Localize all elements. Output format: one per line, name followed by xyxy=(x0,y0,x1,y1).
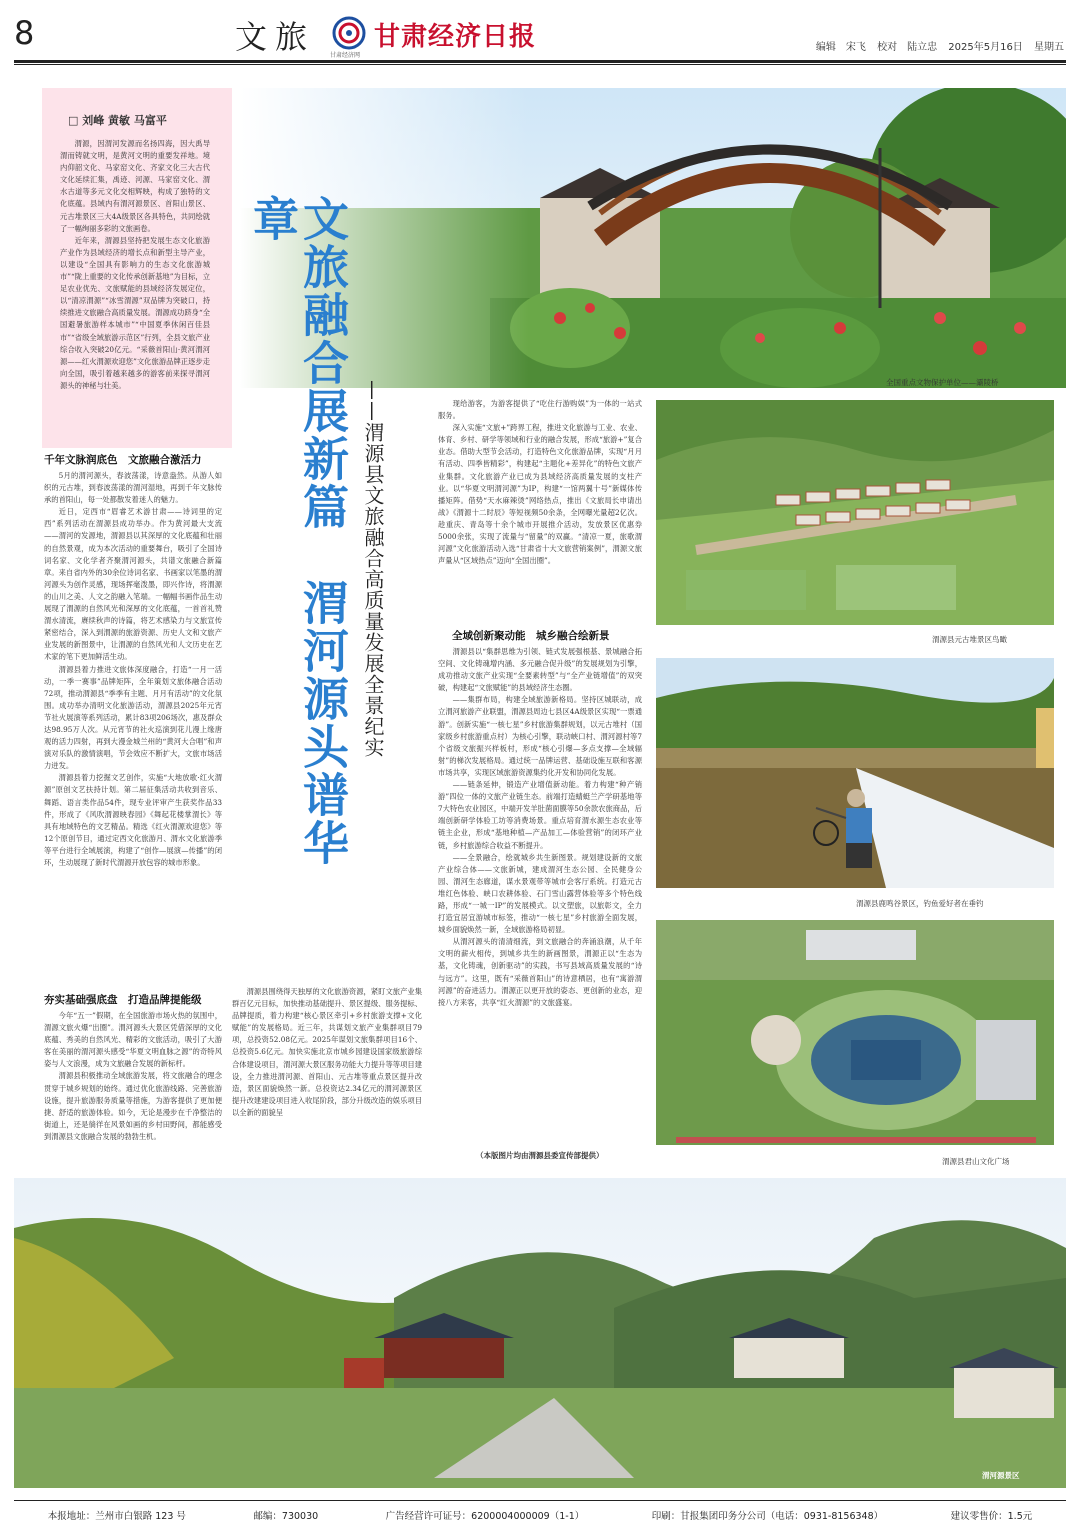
newspaper-logo-icon xyxy=(332,16,366,50)
panorama-illustration xyxy=(14,1178,1066,1488)
paragraph: 渭源县积极推动全域旅游发展，将文旅融合的理念贯穿于城乡规划的始终。通过优化旅游线路、完善旅游设施，提升旅游服务质量等措施，为游客提供了更加便捷、舒适的旅游体验。如今，无论是漫步在千净整洁的街道上，还是徜徉在风景如画的乡村田野间，都能感受到渭源县文旅融合发展的勃勃生机。 xyxy=(44,1071,222,1141)
header-rule xyxy=(14,60,1066,63)
header-rule-thin xyxy=(14,64,1066,65)
footer-rule xyxy=(14,1500,1066,1501)
logo-subtitle: 甘肃经济网 xyxy=(330,52,361,59)
plaza-caption: 渭源县君山文化广场 xyxy=(942,1157,1010,1166)
bridge-illustration xyxy=(240,88,1066,388)
section-title-1: 千年文脉润底色 文旅融合激活力 xyxy=(44,454,202,466)
paragraph: 从渭河源头的清清细流，到文旅融合的奔涌浪潮，从千年文明的薪火相传，到城乡共生的新画图景，渭源正以“生态为基，文化铸魂，创新驱动”的实践，书写县域高质量发展的“诗与远方”。这里，既有“采薇首阳山”的诗意栖居，也有“寓游渭河源”的奋进活力。渭源正以更开放的姿态、更创新的业态，迎接八方来客，共享“红火渭源”的文旅盛宴。 xyxy=(438,937,642,1007)
subheadline: ——渭源县文旅融合高质量发展全景纪实 xyxy=(361,380,385,758)
bridge-photo xyxy=(240,88,1066,388)
section-2-body-left xyxy=(44,1010,222,1170)
plaza-illustration xyxy=(656,920,1054,1145)
plaza-photo xyxy=(656,920,1054,1145)
footer-printer: 印刷：甘报集团印务分公司（电话：0931-8156348） xyxy=(651,1511,884,1522)
paragraph: 渭源县着力挖掘文艺创作，实施“大地放歌·红火渭源”原创文艺扶持计划。第二届征集活动共收到音乐、舞蹈、语言类作品54件，现专业评审产生获奖作品33件，形成了《风吹渭源映春园》《舞起花楼掌渭长》等具有地域特色的文艺精品。精选《红火渭源欢迎您》等12个原创节目，通过定西文化旅游月、渭水文化旅游季等平台进行全域展演，构建了“创作—展演—传播”的闭环，生动展现了新时代渭源开放包容的城市形象。 xyxy=(44,773,222,867)
newspaper-name: 甘肃经济日报 xyxy=(374,22,537,52)
intro-paragraph: 渭源，因渭河发源而名扬四海，因大禹导渭而铸就文明，是黄河文明的重要发祥地。境内仰韶文化、马家窑文化、齐家文化三大古代文化延续汇集，禹迹、河源、马家窑文化、渭水古道等多元文化交相辉映，构成了独特的文化底蕴。县域内有渭河源景区、首阳山景区、元古堆景区三大4A级景区各具特色，共同绘就了一幅绚丽多彩的文旅画卷。 xyxy=(60,139,210,233)
proofreader: 校对 陆立忠 xyxy=(877,42,938,53)
header-info xyxy=(808,38,1064,53)
village-photo xyxy=(656,400,1054,625)
panorama-photo xyxy=(14,1178,1066,1488)
byline: □ 刘峰 黄敏 马富平 xyxy=(68,114,167,127)
intro-text xyxy=(60,138,210,392)
lake-illustration xyxy=(656,658,1054,888)
section-title: 文旅 xyxy=(235,18,316,56)
village-illustration xyxy=(656,400,1054,625)
paragraph: 深入实施“文旅+”跨界工程，推进文化旅游与工业、农业、体育、乡村、研学等领域和行业的融合发展，形成“旅游+”复合业态。借助大型节会活动，打造特色文化旅游品牌，实现“月月有活动、四季皆精彩”，构建起“主题化+差异化”的特色文旅产业集群。文化旅游产业已成为县域经济高质量发展的支柱产业。以“华夏文明渭河源”为IP，构建“一馆两翼十号”新媒体传播矩阵。借势“天水麻辣烫”网络热点，推出《文旅局长申请出战》《渭源十二时辰》等短视频50余条，全网曝光量超2亿次。趁重庆、青岛等十余个城市开展推介活动，发放景区优惠券5000余张，实现了流量与“留量”的双赢。“清凉一夏，旅歌渭河源”文化旅游活动入选“甘肃省十大文旅营销案例”，渭源文旅声量从“区域热点”迈向“全国出圈”。 xyxy=(438,423,642,566)
paragraph: ——集群布局，构建全域旅游新格局。坚持区城联动，成立渭河旅游产业联盟，渭源县周边七县区4A级景区实现“一票通游”。创新实施“一核七星”乡村旅游集群规划，以元古堆村（国家级乡村旅游重点村）为核心引擎，联动峡口村、渭河源村等7个省级文旅振兴样板村，形成“核心引爆—多点支撑—全域辐射”的梯次发展格局。通过统一品牌运营、基础设施互联和客源市场共享，实现区域旅游资源集约化开发和协同化发展。 xyxy=(438,695,642,777)
footer-license: 广告经营许可证号：6200004000009（1-1） xyxy=(385,1511,585,1522)
section-3-body-top xyxy=(438,398,642,622)
paragraph: 现给游客，为游客提供了“吃住行游购娱”为一体的一站式服务。 xyxy=(438,399,642,421)
paragraph: 近日，定西市“眉睿艺术游甘肃——诗词里的定西”系列活动在渭源县成功举办。作为黄河最大支流——渭河的发源地，渭源县以其深厚的文化底蕴和壮丽的自然景观，成为本次活动的重要舞台，吸引了全国诗词名家、文化学者齐聚渭河源头，共谱文旅融合新篇章。来自省内外的30余位诗词名家、书画家以笔墨的渭河源头为创作灵感，现场挥毫泼墨，即兴作诗，将渭源的山川之美、人文之韵融入笔端。一幅幅书画作品生动展现了渭源的自然风光和深厚的文化底蕴，一首首礼赞渭水清流，赓续秋声的诗篇，将艺术感染力与文旅宣传紧密结合，深入到渭源的旅游资源、历史人文和文旅产业发展的新图景中，让渭源的自然风光和人文历史在艺术家的笔下更加鲜活生动。 xyxy=(44,507,222,662)
intro-paragraph: 近年来，渭源县坚持把发展生态文化旅游产业作为县域经济的增长点和新型主导产业，以建设“全国具有影响力的生态文化旅游城市”“陇上重要的文化传承创新基地”为目标，立足农业优先、文旅赋能的县域经济发展定位，以“清凉渭源”“冰雪渭源”双品牌为突破口，持续推进文旅融合高质量发展。渭源成功跻身“全国避暑旅游样本城市”“中国夏季休闲百佳县市”“省级全域旅游示范区”行列，全县文旅产业综合收入突破20亿元。“采薇首阳山·黄河渭河源——红火渭源欢迎您”文化旅游品牌正逐步走向全国，吸引着越来越多的游客前来探寻渭河源头的神秘与壮美。 xyxy=(60,235,210,390)
lake-photo xyxy=(656,658,1054,888)
section-title-3: 全域创新聚动能 城乡融合绘新景 xyxy=(452,630,610,642)
paragraph: 今年“五一”假期，在全国旅游市场火热的氛围中，渭源文旅火爆“出圈”。渭河源头大景区凭借深厚的文化底蕴、秀美的自然风光、精彩的文旅活动，吸引了大游客在美丽的渭河源头感受“华夏文明血脉之源”的奇特风姿与人文浪漫，成为文旅融合发展的新标杆。 xyxy=(44,1011,222,1069)
bridge-caption: 全国重点文物保护单位——灞陵桥 xyxy=(886,378,999,387)
village-caption: 渭源县元古堆景区鸟瞰 xyxy=(932,635,1007,644)
paragraph: ——链条延伸，锻造产业增值新动能。着力构建“种产销游”四位一体的文旅产业链生态。前端打造蜻蜓兰产学研基地等7大特色农业园区，中端开发羊肚菌面膜等50余款农旅商品，后端创新研学体验工坊等消费场景。重点培育渭水源生态农业等链主企业，形成“基地种植—产品加工—体验营销”的闭环产业链，乡村旅游综合收益不断提升。 xyxy=(438,780,642,850)
weekday: 星期五 xyxy=(1034,42,1064,53)
page-number: 8 xyxy=(14,14,35,52)
footer-price: 建议零售价：1.5元 xyxy=(950,1511,1033,1522)
section-title-2: 夯实基础强底盘 打造品牌提能级 xyxy=(44,994,202,1006)
paragraph: 5月的渭河源头，春波荡漾，诗意盎然。从游人如织的元古堆，到春波荡漾的渭河湿地，再到千年文脉传承的首阳山，每一处都散发着迷人的魅力。 xyxy=(44,471,222,505)
paragraph: 渭源县以“集群思维为引领、链式发展强根基、景城融合拓空间、文化铸魂增内涵、多元融合促升级”的发展规划为引擎，成功推动文旅产业实现“全要素转型”与“全产业链增值”的双突破，构建起“文旅赋能”的县域经济生态圈。 xyxy=(438,647,642,693)
section-2-body-middle xyxy=(232,986,422,1172)
footer xyxy=(14,1508,1066,1522)
lake-caption: 渭源县鹿鸣谷景区，钓鱼爱好者在垂钓 xyxy=(856,899,984,908)
issue-date: 2025年5月16日 xyxy=(948,42,1023,53)
paragraph: ——全景融合，绘就城乡共生新图景。规划建设新的文旅产业综合体——文旅新城，建成渭河生态公园、全民健身公园、渭河生态廊道，谋水景观带等城市会客厅系统。打造元古堆红色体验、峡口农耕体验、石门雪山露营体验等多个特色线路，形成“一城一IP”的发展模式。以文塑旅，以旅彰文，全力打造宜居宜游城市标签，推动“一核七星”乡村旅游全面发展，城乡面貌焕然一新，全域旅游格局初显。 xyxy=(438,852,642,935)
panorama-caption: 渭河源景区 xyxy=(982,1471,1020,1480)
photo-credit: （本版图片均由渭源县委宣传部提供） xyxy=(476,1151,604,1160)
paragraph: 渭源县着力推进文旅体深度融合，打造“一月一活动，一季一赛事”品牌矩阵，全年策划文旅体融合活动72项，推动渭源县“季季有主题、月月有活动”的文化氛围。成功举办清明文化旅游活动，渭源县2025年元宵节社火展演等系列活动，累计83项206场次，惠及群众达98.95万人次。从元宵节的社火巡演到花儿漫上缘唐观的活力四射，再到大漫金城兰州的“黄河大合唱”和声演对乐队的激情演唱，节会效应不断扩大，文旅市场活力迸发。 xyxy=(44,664,222,771)
headline: 文旅融合展新篇 渭河源头谱华章 xyxy=(246,195,350,867)
footer-postcode: 邮编：730030 xyxy=(253,1511,319,1522)
footer-address: 本报地址：兰州市白银路 123 号 xyxy=(47,1511,186,1522)
paragraph: 渭源县围绕得天独厚的文化旅游资源，紧盯文旅产业集群百亿元目标，加快推动基础提升、景区提级、服务提标、品牌提质，着力构建“核心景区牵引+乡村旅游支撑+文化赋能”的发展格局。近三年，共谋划文旅产业集群项目79项，总投资52.08亿元。2025年谋划文旅集群项目16个、总投资5.6亿元。加快实施北京市城乡园建设国家级旅游综合体建设项目，渭河源大景区服务功能大力提升等等项目建设，全力推进渭河源、首阳山、元古堆等重点景区提升改造，景区面貌焕然一新。总投资达2.34亿元的渭河源景区提升改建建设项目进入收尾阶段，部分升级改造的娱乐项目以全新的面貌呈 xyxy=(232,987,422,1117)
editor: 编辑 宋飞 xyxy=(815,42,866,53)
section-1-body xyxy=(44,470,222,869)
section-3-body xyxy=(438,646,642,1146)
